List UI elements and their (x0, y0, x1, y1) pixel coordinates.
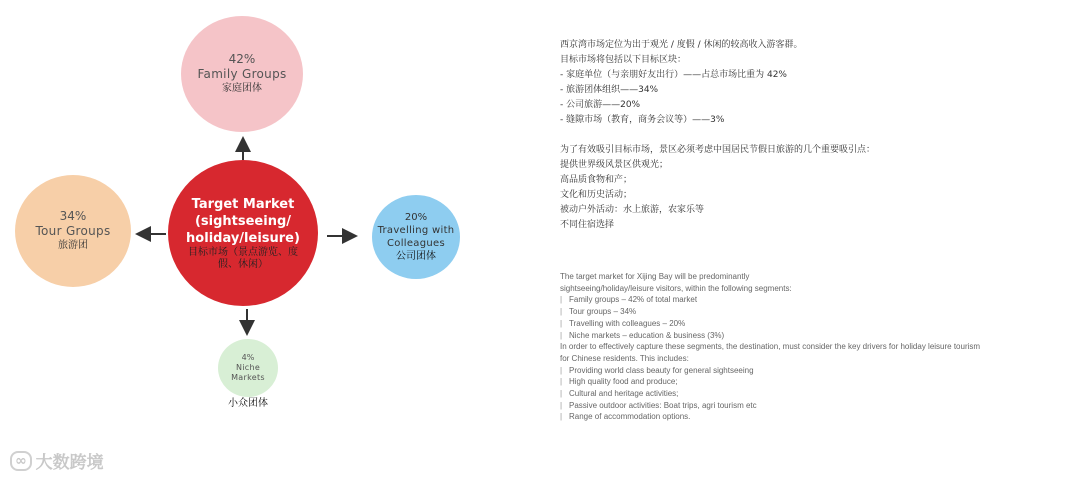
en-line: The target market for Xijing Bay will be predominantly (560, 272, 750, 281)
family-groups-circle (181, 16, 303, 132)
en-line: for Chinese residents. This includes: (560, 353, 689, 363)
watermark (10, 448, 104, 473)
zh-line: 西京湾市场定位为出于观光 / 度假 / 休闲的较高收入游客群。 (560, 40, 803, 50)
tour-groups-circle (15, 175, 131, 287)
en-segment-item: | Travelling with colleagues – 20% (560, 318, 1075, 330)
en-driver-item: | Cultural and heritage activities; (560, 388, 1075, 400)
en-line: sightseeing/holiday/leisure visitors, within the following segments: (560, 283, 792, 293)
tour-zh-label: 旅游团 (58, 240, 88, 251)
tour-label: Tour Groups (35, 224, 111, 238)
en-segment-item: | Family groups – 42% of total market (560, 294, 1075, 306)
zh-line: 不同住宿选择 (560, 220, 615, 230)
en-driver-item: | Range of accommodation options. (560, 411, 1075, 423)
center-title-line-1: Target Market (191, 196, 295, 212)
colleagues-zh-label: 公司团体 (396, 250, 436, 262)
colleagues-label-line-2: Colleagues (387, 237, 445, 249)
en-line: In order to effectively capture these segments, the destination, must consider the key drivers for holiday leisure tourism (560, 342, 981, 352)
zh-paragraph-1 (560, 38, 1075, 128)
niche-label-line-1: Niche (235, 363, 261, 372)
en-description (560, 271, 1075, 423)
center-title-line-2: (sightseeing/ (194, 213, 292, 229)
niche-label-line-2: Markets (231, 373, 265, 382)
zh-line: 为了有效吸引目标市场，景区必须考虑中国居民节假日旅游的几个重要吸引点： (560, 145, 876, 155)
niche-markets-circle (218, 339, 278, 397)
en-driver-item: | High quality food and produce; (560, 376, 1075, 388)
zh-line: 提供世界级风景区供观光； (560, 160, 669, 170)
tour-pct: 34% (59, 209, 87, 223)
family-zh-label: 家庭团体 (222, 83, 262, 94)
target-market-circle (168, 160, 318, 306)
niche-pct: 4% (241, 353, 255, 362)
colleagues-label-line-1: Travelling with (377, 224, 455, 236)
zh-line: 被动户外活动：水上旅游，农家乐等 (560, 205, 705, 215)
family-label: Family Groups (197, 67, 287, 81)
family-pct: 42% (228, 52, 256, 66)
center-zh-label: 目标市场（景点游览、度假、休闲） (188, 246, 298, 270)
en-driver-item: | Passive outdoor activities: Boat trips, agri tourism etc (560, 400, 1075, 412)
watermark-logo-icon: ∞ (10, 451, 32, 471)
description-panel (560, 38, 1075, 423)
zh-line: - 公司旅游——20% (560, 100, 641, 110)
zh-line: 目标市场将包括以下目标区块： (560, 55, 687, 65)
zh-line: - 旅游团体组织——34% (560, 85, 659, 95)
en-segment-item: | Tour groups – 34% (560, 306, 1075, 318)
watermark-text: 大数跨境 (35, 453, 104, 473)
en-segment-item: | Niche markets – education & business (3%) (560, 330, 1075, 342)
zh-line: - 家庭单位（与亲朋好友出行）——占总市场比重为 42% (560, 70, 787, 80)
zh-line: 高品质食物和产； (560, 175, 633, 185)
center-title-line-3: holiday/leisure) (186, 230, 300, 246)
colleagues-pct: 20% (404, 211, 428, 223)
zh-line: 文化和历史活动； (560, 190, 633, 200)
zh-line: - 缝隙市场（教育，商务会议等）——3% (560, 115, 725, 125)
zh-paragraph-2 (560, 143, 1075, 233)
niche-zh-label: 小众团体 (228, 398, 268, 409)
en-driver-item: | Providing world class beauty for general sightseeing (560, 365, 1075, 377)
colleagues-circle (372, 195, 460, 279)
